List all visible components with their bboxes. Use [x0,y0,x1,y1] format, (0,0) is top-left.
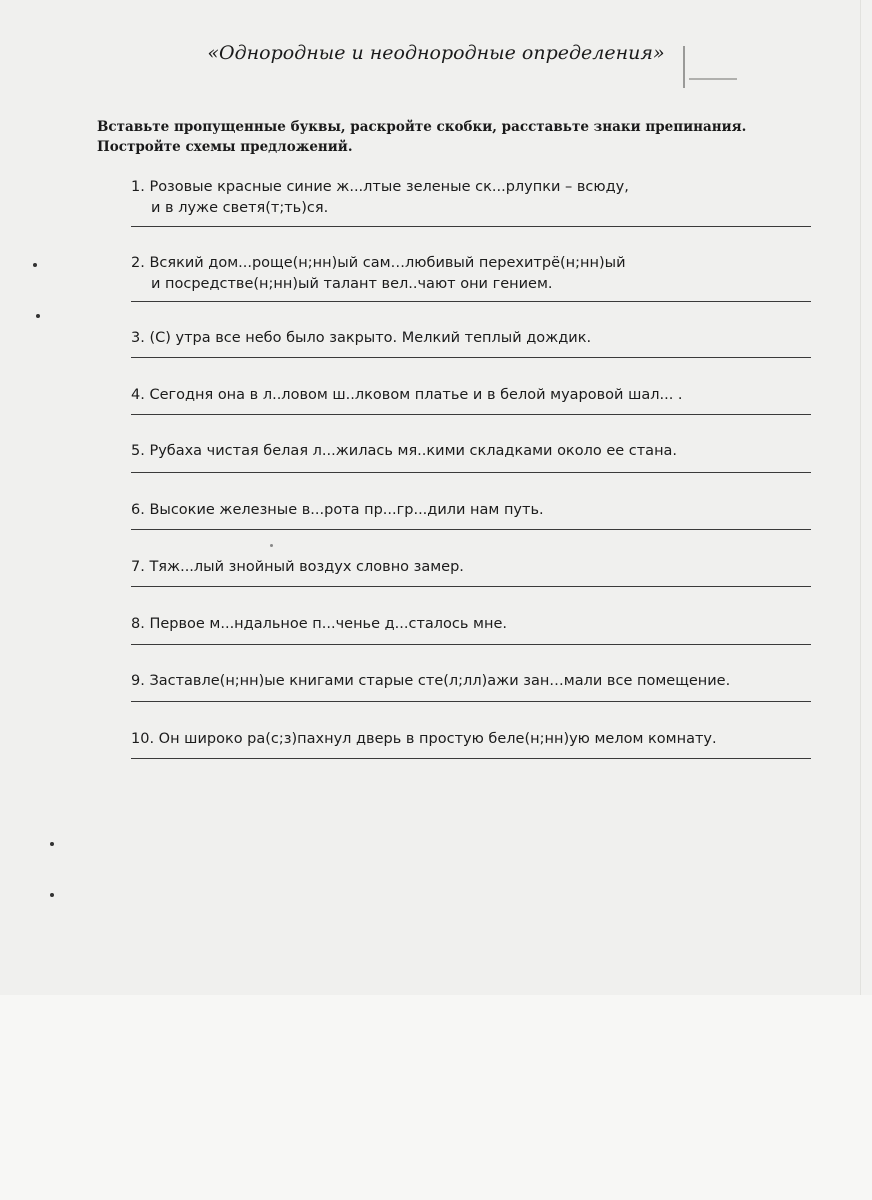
task-10-line-1: 10. Он широко ра(с;з)пахнул дверь в простую беле(н;нн)ую мелом комнату. [131,731,717,747]
instructions-line-1: Вставьте пропущенные буквы, раскройте скобки, расставьте знаки препинания. [97,119,747,135]
task-6-line-1: 6. Высокие железные в...рота пр...гр...дили нам путь. [131,502,544,518]
answer-line-6[interactable] [131,529,811,530]
answer-line-10[interactable] [131,758,811,759]
binder-dot [33,263,37,267]
answer-line-4[interactable] [131,414,811,415]
task-8-line-1: 8. Первое м...ндальное п...ченье д...сталось мне. [131,616,507,632]
task-4-line-1: 4. Сегодня она в л..ловом ш..лковом платье и в белой муаровой шал... . [131,387,683,403]
binder-dot [50,842,54,846]
binder-dot [50,893,54,897]
answer-line-2[interactable] [131,301,811,302]
task-8 [131,614,811,635]
task-9-line-1: 9. Заставле(н;нн)ые книгами старые сте(л;лл)ажи зан…мали все помещение. [131,673,731,689]
task-2 [131,253,811,295]
answer-line-8[interactable] [131,644,811,645]
task-1-line-2: и в луже светя(т;ть)ся. [151,200,329,216]
instructions [97,117,757,157]
answer-line-3[interactable] [131,357,811,358]
answer-line-9[interactable] [131,701,811,702]
task-5-line-1: 5. Рубаха чистая белая л...жилась мя..кими складками около ее стана. [131,443,678,459]
task-6 [131,500,811,521]
task-10 [131,729,811,750]
task-2-line-2: и посредстве(н;нн)ый талант вел..чают они гением. [151,276,553,292]
task-3 [131,328,811,349]
task-4 [131,385,811,406]
instructions-line-2: Постройте схемы предложений. [97,139,353,155]
binder-dot [36,314,40,318]
task-7-line-1: 7. Тяж...лый знойный воздух словно замер. [131,559,464,575]
page-title: «Однородные и неоднородные определения» [207,42,665,64]
answer-line-7[interactable] [131,586,811,587]
answer-line-5[interactable] [131,472,811,473]
task-7 [131,557,811,578]
task-3-line-1: 3. (С) утра все небо было закрыто. Мелкий теплый дождик. [131,330,592,346]
task-9 [131,671,811,692]
scan-background [0,995,872,1200]
task-5 [131,441,811,462]
speck [270,544,273,547]
answer-line-1[interactable] [131,226,811,227]
bleed-through-rule [689,78,737,80]
task-1-line-1: 1. Розовые красные синие ж...лтые зеленые ск...рлупки – всюду, [131,179,629,195]
task-2-line-1: 2. Всякий дом...роще(н;нн)ый сам…любивый перехитрё(н;нн)ый [131,255,626,271]
task-1 [131,177,811,219]
